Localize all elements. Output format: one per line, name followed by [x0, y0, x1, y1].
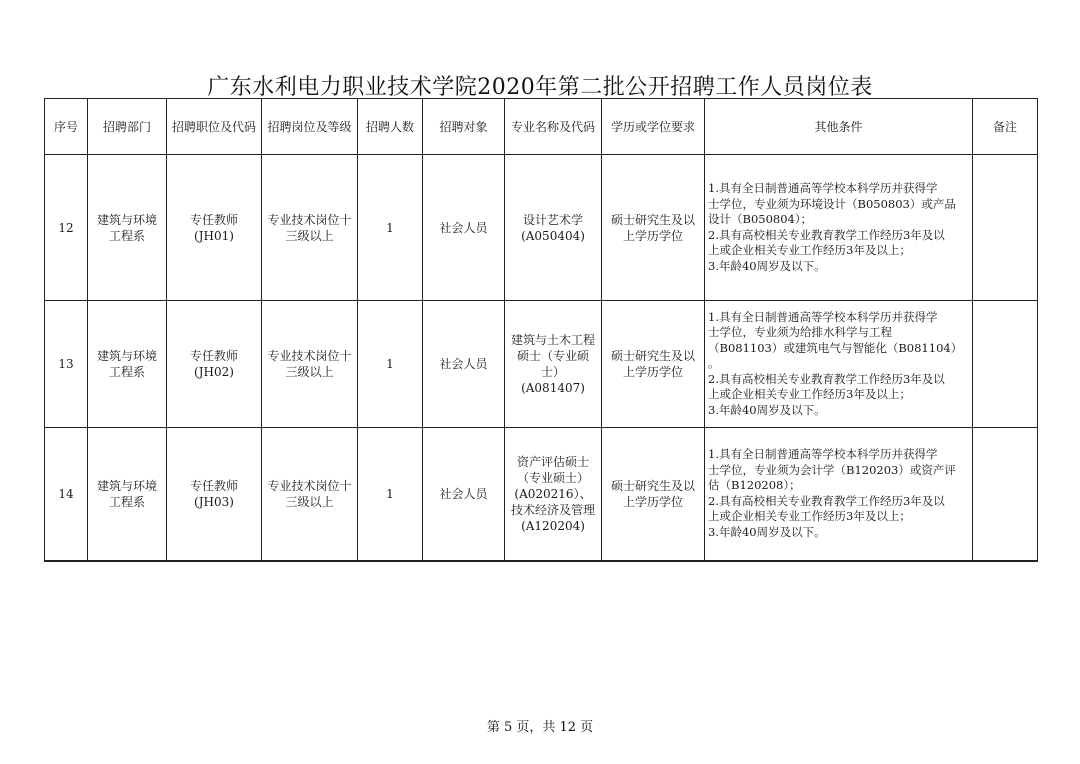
cell-text-line: 技术经济及管理: [510, 502, 595, 517]
cell-position: [167, 428, 262, 561]
condition-line: 士学位，专业须为会计学（B120203）或资产评: [708, 462, 956, 477]
cell-note: [973, 301, 1038, 428]
document-title: 广东水利电力职业技术学院2020年第二批公开招聘工作人员岗位表: [207, 75, 873, 100]
cell-text-line: 专业技术岗位十: [267, 349, 352, 363]
cell-text-line: (A081407): [521, 381, 585, 395]
condition-line: 1.具有全日制普通高等学校本科学历并获得学: [708, 447, 938, 462]
cell-text-line: （专业硕士）: [516, 470, 589, 485]
cell-target: 社会人员: [423, 155, 505, 301]
cell-index: 12: [45, 155, 88, 301]
cell-level: [262, 428, 358, 561]
cell-text-line: 士）: [540, 365, 565, 379]
cell-text-line: 上学历学位: [622, 494, 683, 509]
condition-line: 。: [708, 356, 720, 371]
cell-education: [602, 155, 705, 301]
page-number-footer: 第 5 页，共 12 页: [486, 720, 594, 735]
cell-department: [88, 301, 167, 428]
condition-line: 上或企业相关专业工作经历3年及以上；: [708, 387, 911, 402]
header-cell-education: 学历或学位要求: [602, 99, 705, 155]
cell-text-line: 硕士研究生及以: [610, 349, 695, 363]
cell-text-line: (A120204): [521, 518, 585, 533]
cell-text-line: 建筑与环境: [96, 212, 157, 227]
header-cell-index: 序号: [45, 99, 88, 155]
cell-major: [505, 155, 602, 301]
cell-text-line: 上学历学位: [622, 365, 683, 379]
cell-index: 14: [45, 428, 88, 561]
cell-other-conditions: [705, 301, 973, 428]
cell-text-line: 建筑与环境: [96, 349, 157, 363]
cell-other-conditions: [705, 428, 973, 561]
condition-line: 1.具有全日制普通高等学校本科学历并获得学: [708, 181, 938, 195]
condition-line: 上或企业相关专业工作经历3年及以上；: [708, 243, 911, 257]
cell-position: [167, 155, 262, 301]
cell-major: [505, 428, 602, 561]
cell-text-line: 设计艺术学: [522, 212, 583, 227]
cell-text-line: 硕士（专业硕: [516, 349, 589, 363]
cell-text-line: 三级以上: [285, 228, 334, 243]
header-cell-other-conditions: 其他条件: [705, 99, 973, 155]
cell-text-line: 工程系: [108, 228, 145, 243]
condition-line: 士学位，专业须为给排水科学与工程: [708, 325, 892, 340]
cell-level: [262, 301, 358, 428]
cell-text-line: (A050404): [521, 228, 585, 243]
cell-index: 13: [45, 301, 88, 428]
condition-line: 上或企业相关专业工作经历3年及以上；: [708, 509, 911, 524]
cell-target: 社会人员: [423, 428, 505, 561]
cell-text-line: 专业技术岗位十: [267, 478, 352, 493]
cell-department: [88, 155, 167, 301]
cell-text-line: 建筑与土木工程: [510, 333, 595, 347]
condition-line: （B081103）或建筑电气与智能化（B081104）: [708, 340, 963, 355]
condition-line: 3.年龄40周岁及以下。: [708, 524, 826, 539]
cell-count: 1: [358, 155, 423, 301]
cell-count: 1: [358, 301, 423, 428]
cell-note: [973, 428, 1038, 561]
cell-education: [602, 301, 705, 428]
cell-text-line: (A020216）、: [514, 486, 592, 501]
cell-major: [505, 301, 602, 428]
cell-text-line: 专任教师: [189, 212, 238, 227]
table-row: [45, 155, 1038, 301]
cell-text-line: (JH03): [194, 494, 234, 509]
condition-line: 2.具有高校相关专业教育教学工作经历3年及以: [708, 493, 945, 508]
table-header-row: [45, 99, 1038, 155]
cell-text-line: (JH02): [194, 365, 234, 379]
header-cell-major: 专业名称及代码: [505, 99, 602, 155]
header-cell-count: 招聘人数: [358, 99, 423, 155]
cell-text-line: 硕士研究生及以: [610, 212, 695, 227]
condition-line: 1.具有全日制普通高等学校本科学历并获得学: [708, 309, 938, 324]
cell-text-line: 专任教师: [189, 478, 238, 493]
header-cell-position: 招聘职位及代码: [167, 99, 262, 155]
cell-position: [167, 301, 262, 428]
cell-text-line: 工程系: [108, 494, 145, 509]
cell-note: [973, 155, 1038, 301]
cell-text-line: (JH01): [194, 228, 234, 243]
header-cell-level: 招聘岗位及等级: [262, 99, 358, 155]
cell-other-conditions: [705, 155, 973, 301]
condition-line: 设计（B050804）；: [708, 212, 813, 226]
header-cell-target: 招聘对象: [423, 99, 505, 155]
condition-line: 3.年龄40周岁及以下。: [708, 258, 826, 273]
condition-line: 2.具有高校相关专业教育教学工作经历3年及以: [708, 227, 945, 242]
condition-line: 估（B120208）；: [708, 478, 801, 493]
cell-department: [88, 428, 167, 561]
cell-text-line: 建筑与环境: [96, 478, 157, 493]
job-positions-table: [44, 98, 1038, 562]
header-cell-note: 备注: [973, 99, 1038, 155]
cell-text-line: 三级以上: [285, 494, 334, 509]
cell-level: [262, 155, 358, 301]
table-row: [45, 428, 1038, 561]
cell-text-line: 工程系: [108, 365, 145, 379]
header-cell-department: 招聘部门: [88, 99, 167, 155]
condition-line: 2.具有高校相关专业教育教学工作经历3年及以: [708, 371, 945, 386]
cell-count: 1: [358, 428, 423, 561]
cell-text-line: 上学历学位: [622, 228, 683, 243]
condition-line: 士学位，专业须为环境设计（B050803）或产品: [708, 196, 956, 211]
cell-education: [602, 428, 705, 561]
cell-target: 社会人员: [423, 301, 505, 428]
cell-text-line: 三级以上: [285, 365, 334, 379]
cell-text-line: 专任教师: [189, 349, 238, 363]
cell-text-line: 硕士研究生及以: [610, 478, 695, 493]
cell-text-line: 专业技术岗位十: [267, 212, 352, 227]
table-row: [45, 301, 1038, 428]
condition-line: 3.年龄40周岁及以下。: [708, 402, 826, 417]
cell-text-line: 资产评估硕士: [516, 454, 589, 469]
